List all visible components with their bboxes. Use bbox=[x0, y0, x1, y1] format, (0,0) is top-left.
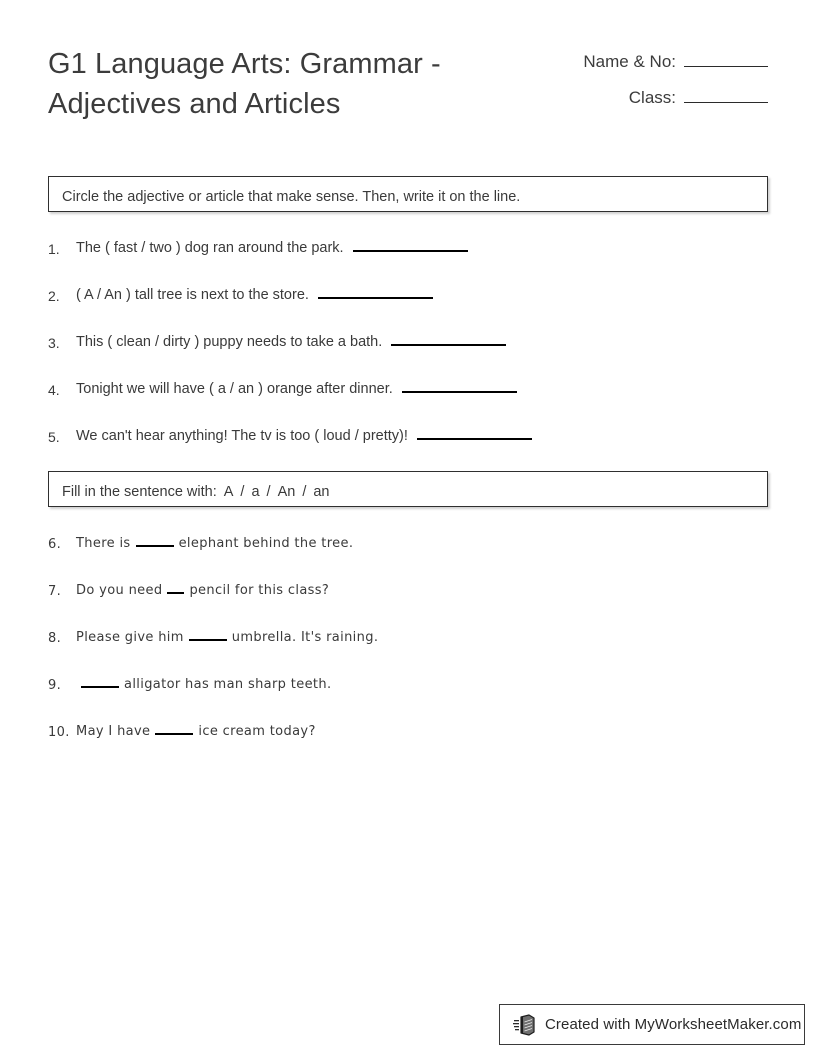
question-sentence-after-blank: ice cream today? bbox=[198, 724, 316, 739]
question-sentence-after-blank: elephant behind the tree. bbox=[178, 536, 354, 551]
question-row bbox=[48, 722, 778, 769]
name-field-row bbox=[508, 50, 768, 72]
question-row bbox=[48, 285, 778, 332]
student-info-fields bbox=[508, 50, 768, 122]
question-number: 3. bbox=[48, 335, 60, 351]
question-number: 6. bbox=[48, 537, 62, 552]
worksheet-maker-badge[interactable] bbox=[499, 1004, 805, 1045]
question-sentence: We can't hear anything! The tv is too ( loud / pretty)! bbox=[76, 428, 408, 444]
badge-label: Created with MyWorksheetMaker.com bbox=[545, 1016, 802, 1033]
question-sentence-after-blank: alligator has man sharp teeth. bbox=[124, 677, 332, 692]
instruction-box-section-1: Circle the adjective or article that make sense. Then, write it on the line. bbox=[48, 176, 768, 212]
question-sentence: Tonight we will have ( a / an ) orange after dinner. bbox=[76, 381, 393, 397]
instruction-box-section-2 bbox=[48, 471, 768, 507]
question-number: 4. bbox=[48, 382, 60, 398]
class-input-line[interactable] bbox=[684, 86, 768, 103]
question-number: 10. bbox=[48, 725, 70, 740]
fill-in-blank[interactable] bbox=[167, 592, 184, 594]
question-sentence: This ( clean / dirty ) puppy needs to take a bath. bbox=[76, 334, 383, 350]
class-field-label: Class: bbox=[628, 88, 676, 107]
question-text bbox=[76, 238, 468, 258]
instruction-option: A bbox=[223, 484, 234, 500]
fill-in-blank[interactable] bbox=[155, 733, 193, 735]
question-sentence-before-blank: There is bbox=[76, 536, 131, 551]
instruction-separator: / bbox=[302, 484, 307, 500]
question-text bbox=[76, 379, 517, 399]
answer-write-line[interactable] bbox=[417, 438, 532, 440]
question-number: 2. bbox=[48, 288, 60, 304]
question-sentence-before-blank: Please give him bbox=[76, 630, 184, 645]
instruction-option: An bbox=[277, 484, 296, 500]
instruction-separator: / bbox=[240, 484, 245, 500]
question-sentence-after-blank: pencil for this class? bbox=[189, 583, 330, 598]
question-text bbox=[76, 426, 532, 446]
name-field-label: Name & No: bbox=[583, 52, 676, 71]
answer-write-line[interactable] bbox=[353, 250, 468, 252]
worksheet-maker-logo-icon bbox=[513, 1013, 537, 1037]
question-row bbox=[48, 628, 778, 675]
question-row bbox=[48, 238, 778, 285]
instruction-prefix: Fill in the sentence with: bbox=[62, 484, 217, 500]
fill-in-blank[interactable] bbox=[136, 545, 174, 547]
instruction-option: an bbox=[313, 484, 330, 500]
question-sentence-before-blank: May I have bbox=[76, 724, 151, 739]
question-text bbox=[76, 332, 506, 352]
instruction-separator: / bbox=[266, 484, 271, 500]
question-list-section-2 bbox=[48, 534, 778, 769]
answer-write-line[interactable] bbox=[318, 297, 433, 299]
question-number: 5. bbox=[48, 429, 60, 445]
question-text bbox=[76, 675, 331, 695]
worksheet-header bbox=[48, 44, 768, 144]
question-sentence-after-blank: umbrella. It's raining. bbox=[231, 630, 379, 645]
question-row bbox=[48, 332, 778, 379]
question-row bbox=[48, 379, 778, 426]
question-number: 8. bbox=[48, 631, 62, 646]
question-number: 7. bbox=[48, 584, 62, 599]
question-list-section-1 bbox=[48, 238, 778, 473]
answer-write-line[interactable] bbox=[391, 344, 506, 346]
question-row bbox=[48, 534, 778, 581]
question-sentence: ( A / An ) tall tree is next to the store. bbox=[76, 287, 309, 303]
question-row bbox=[48, 675, 778, 722]
fill-in-blank[interactable] bbox=[81, 686, 119, 688]
name-input-line[interactable] bbox=[684, 50, 768, 67]
question-number: 1. bbox=[48, 241, 60, 257]
question-text bbox=[76, 581, 329, 601]
question-text bbox=[76, 722, 316, 742]
instruction-option: a bbox=[251, 484, 260, 500]
question-row bbox=[48, 426, 778, 473]
class-field-row bbox=[508, 86, 768, 108]
fill-in-blank[interactable] bbox=[189, 639, 227, 641]
question-text bbox=[76, 628, 378, 648]
question-row bbox=[48, 581, 778, 628]
question-sentence: The ( fast / two ) dog ran around the park. bbox=[76, 240, 344, 256]
question-text bbox=[76, 534, 353, 554]
question-number: 9. bbox=[48, 678, 62, 693]
question-sentence-before-blank: Do you need bbox=[76, 583, 163, 598]
answer-write-line[interactable] bbox=[402, 391, 517, 393]
question-text bbox=[76, 285, 433, 305]
page-title: G1 Language Arts: Grammar - Adjectives and Articles bbox=[48, 48, 441, 120]
